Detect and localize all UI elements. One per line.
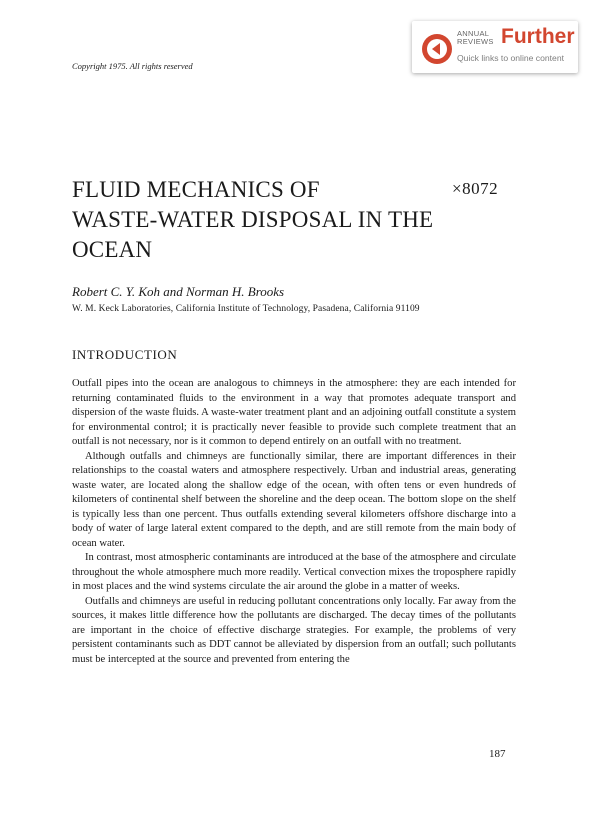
annual-reviews-further-badge[interactable] xyxy=(412,21,578,73)
page-number: 187 xyxy=(489,748,506,760)
title-line: WASTE-WATER DISPOSAL IN THE xyxy=(72,207,434,232)
annual-word: ANNUAL xyxy=(457,29,490,38)
authors: Robert C. Y. Koh and Norman H. Brooks xyxy=(72,284,285,299)
further-label: Further xyxy=(501,25,575,48)
reviews-word: REVIEWS xyxy=(457,37,494,46)
copyright-notice: Copyright 1975. All rights reserved xyxy=(72,61,193,71)
affiliation: W. M. Keck Laboratories, California Institute of Technology, Pasadena, California 91109 xyxy=(72,304,420,314)
paragraph: Although outfalls and chimneys are functionally similar, there are important differences in their relationships to the coastal waters and atmosphere respectively. Urban and industrial areas, generating waste water, are located along the shallow edge of the ocean, with often tens or even hundreds of kilometers of continental shelf between the shoreline and the deep ocean. The bottom slope on the shelf is typically less than one percent. Thus outfalls extending several kilometers offshore discharge into a body of water of large lateral extent compared to the depth, and are still remote from the main body of ocean water. xyxy=(72,450,516,549)
paragraph: Outfall pipes into the ocean are analogous to chimneys in the atmosphere: they are each intended for returning contaminated fluids to the environment in a way that promotes adequate transport and dispersion of the waste fluids. A waste-water treatment plant and an adjoining outfall constitute a system for environmental control; it is practically never feasible to provide such complete treatment that an outfall is not necessary, nor is it common to depend entirely on an outfall with no treatment. xyxy=(72,378,516,447)
annual-reviews-logo-icon xyxy=(421,33,453,65)
quick-links-link[interactable]: Quick links to online content xyxy=(457,53,565,63)
article-title xyxy=(72,175,442,265)
paragraph: Outfalls and chimneys are useful in reducing pollutant concentrations only locally. Far away from the sources, it makes little difference how the pollutants are discharged. The decay times of the pollutants are important in the choice of effective discharge strategies. For example, the problems of very persistent contaminants such as DDT cannot be alleviated by dispersion from an outfall; such pollutants must be intercepted at the source and prevented from entering the xyxy=(72,595,516,665)
title-line: OCEAN xyxy=(72,237,153,262)
article-code: ×8072 xyxy=(452,179,499,198)
annual-reviews-label xyxy=(457,30,494,46)
paragraph: In contrast, most atmospheric contaminants are introduced at the base of the atmosphere and circulate throughout the whole atmosphere much more readily. Vertical convection mixes the troposphere rapidly in most places and the wind systems circulate the air around the globe in a matter of weeks. xyxy=(72,552,516,592)
title-line: FLUID MECHANICS OF xyxy=(72,177,320,202)
body-text xyxy=(72,377,516,667)
section-heading: INTRODUCTION xyxy=(72,347,178,362)
